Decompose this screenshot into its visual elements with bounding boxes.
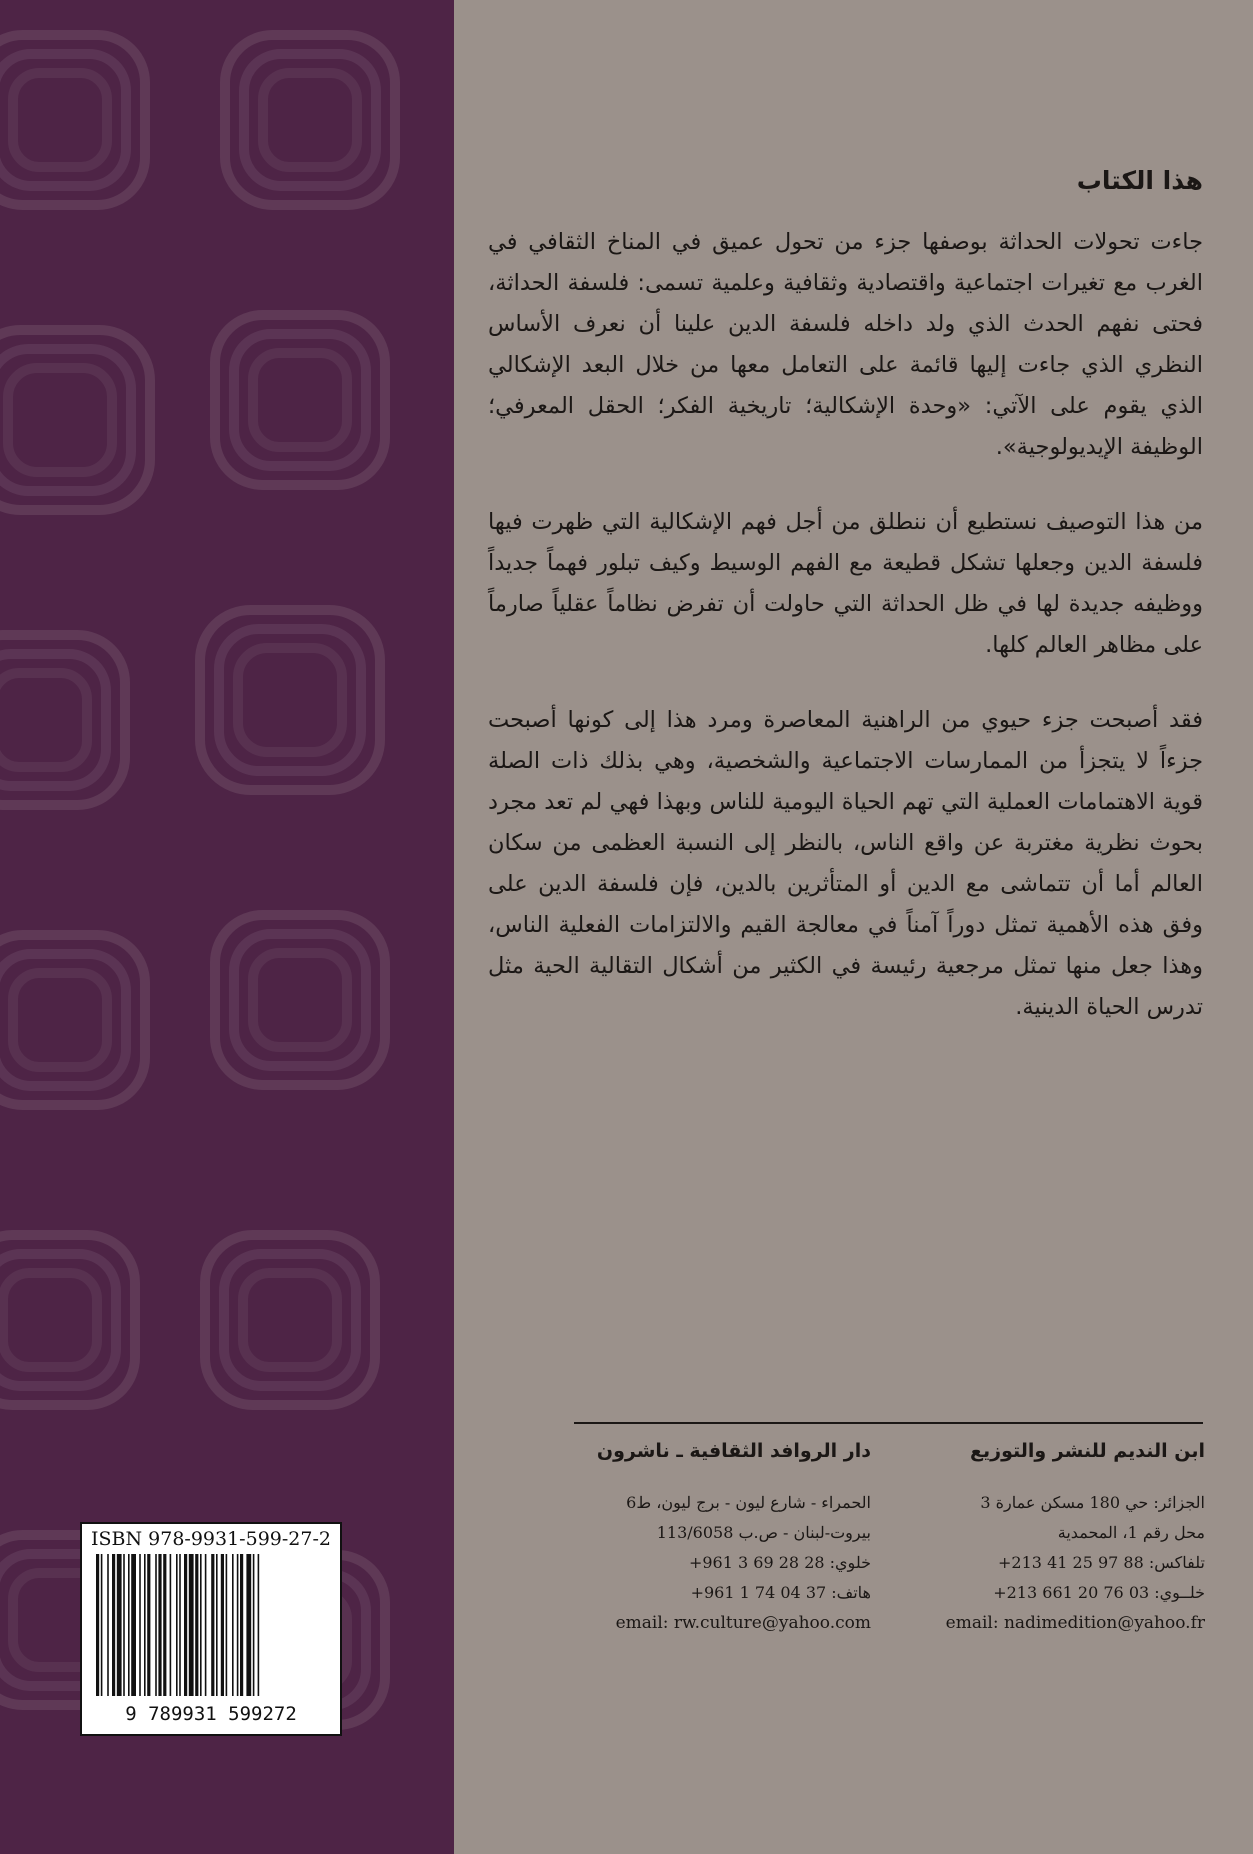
barcode-bar	[232, 1554, 234, 1696]
barcode-bar	[101, 1554, 103, 1696]
phone-line: هاتف: 37 04 74 1 961+	[690, 1583, 871, 1602]
pattern-square	[225, 35, 395, 205]
pattern-square	[215, 915, 385, 1085]
barcode-bar	[131, 1554, 136, 1696]
barcode-bar	[155, 1554, 157, 1696]
barcode-bar	[240, 1554, 243, 1696]
pattern-square	[0, 673, 87, 767]
phone-line: تلفاكس: 88 97 25 41 213+	[998, 1553, 1205, 1572]
paragraph: فقد أصبحت جزء حيوي من الراهنية المعاصرة ومرد هذا إلى كونها أصبحت جزءاً لا يتجزأ من الممارسات الاجتماعية والشخصية، وهي بذلك ذات الصلة قوية الاهتمامات العملية التي تهم الحياة اليومية للناس وبهذا فهي لم تعد مجرد بحوث نظرية مغتربة عن واقع الناس، بالنظر إلى النسبة العظمى من سكان العالم أما أن تتماشى مع الدين أو المتأثرين بالدين، فإن فلسفة الدين على وفق هذه الأهمية تمثل دوراً آمناً في معالجة القيم والالتزامات الفعلية الناس، وهذا جعل منها تمثل مرجعية رئيسة في الكثير من أشكال التقالية الحية مثل تدرس الحياة الدينية.	[488, 707, 1203, 1020]
barcode-bar	[176, 1554, 178, 1696]
email-line: email: rw.culture@yahoo.com	[615, 1613, 871, 1633]
pattern-square	[243, 1273, 337, 1367]
pattern-square	[263, 73, 357, 167]
barcode-bar	[205, 1554, 207, 1696]
barcode-bar	[221, 1554, 224, 1696]
barcode-bar	[147, 1554, 150, 1696]
barcode-bar	[96, 1554, 99, 1696]
isbn-label: ISBN 978-9931-599-27-2	[91, 1528, 331, 1550]
pattern-square	[205, 1235, 375, 1405]
paragraph: جاءت تحولات الحداثة بوصفها جزء من تحول عميق في المناخ الثقافي في الغرب مع تغيرات اجتماعية واقتصادية وثقافية وعلمية تسمى: فلسفة الحداثة، فحتى نفهم الحدث الذي ولد داخله فلسفة الدين علينا أن نعرف الأساس النظري الذي جاءت إليها قائمة على التعامل معها من خلال البعد الإشكالي الذي يقوم على الآتي: «وحدة الإشكالية؛ تاريخية الفكر؛ الحقل المعرفي؛ الوظيفة الإيديولوجية».	[488, 229, 1203, 460]
barcode-bar	[253, 1554, 255, 1696]
pattern-square	[238, 648, 342, 752]
barcode-bar	[226, 1554, 228, 1696]
address-line: الجزائر: حي 180 مسكن عمارة 3	[980, 1493, 1205, 1512]
address-line: بيروت-لبنان - ص.ب 113/6058	[656, 1523, 871, 1542]
barcode-bar	[144, 1554, 146, 1696]
barcode-bar	[107, 1554, 109, 1696]
address-line: الحمراء - شارع ليون - برج ليون، ط6	[626, 1493, 871, 1512]
barcode-bar	[163, 1554, 166, 1696]
barcode-bar	[200, 1554, 202, 1696]
barcode-bar	[139, 1554, 141, 1696]
phone-line: خلوي: 28 28 69 3 961+	[688, 1553, 871, 1572]
barcode-bar	[189, 1554, 194, 1696]
email-line: email: nadimedition@yahoo.fr	[945, 1613, 1205, 1633]
pattern-square	[215, 315, 385, 485]
barcode-bar	[112, 1554, 115, 1696]
address-line: محل رقم 1، المحمدية	[1057, 1523, 1205, 1542]
pattern-square	[253, 353, 347, 447]
barcode-bar	[211, 1554, 214, 1696]
publisher-name: ابن النديم للنشر والتوزيع	[970, 1440, 1205, 1462]
publisher-block-right	[905, 1440, 1205, 1638]
phone-line: خلــوي: 03 76 20 661 213+	[993, 1583, 1205, 1602]
publisher-name: دار الروافد الثقافية ـ ناشرون	[596, 1440, 871, 1462]
barcode-bar	[123, 1554, 125, 1696]
barcode-bar	[195, 1554, 198, 1696]
barcode-bar	[237, 1554, 239, 1696]
barcode-bar	[179, 1554, 181, 1696]
barcode-bars	[86, 1554, 336, 1730]
pattern-square	[200, 610, 380, 790]
pattern-square	[13, 73, 107, 167]
barcode-bar	[184, 1554, 187, 1696]
book-description	[488, 222, 1203, 1062]
barcode-bar	[158, 1554, 161, 1696]
publisher-block-left	[571, 1440, 871, 1638]
pattern-square	[13, 973, 107, 1067]
barcode-bar	[117, 1554, 122, 1696]
pattern-square	[8, 368, 112, 472]
barcode-bar	[216, 1554, 218, 1696]
barcode-digits: 9 789931 599272	[125, 1703, 297, 1725]
isbn-barcode	[80, 1522, 342, 1736]
barcode-bar	[128, 1554, 130, 1696]
barcode-bar	[170, 1554, 172, 1696]
barcode-bar	[246, 1554, 251, 1696]
pattern-square	[253, 953, 347, 1047]
paragraph: من هذا التوصيف نستطيع أن ننطلق من أجل فهم الإشكالية التي ظهرت فيها فلسفة الدين وجعلها تشكل قطيعة مع الفهم الوسيط وكيف تبلور فهماً جديداً ووظيفه جديدة لها في ظل الحداثة التي حاولت أن تفرض نظاماً عقلياً صارماً على مظاهر العالم كلها.	[488, 509, 1203, 658]
pattern-square	[3, 1273, 97, 1367]
divider	[574, 1422, 1203, 1424]
section-heading: هذا الكتاب	[1076, 166, 1203, 195]
barcode-bar	[258, 1554, 260, 1696]
